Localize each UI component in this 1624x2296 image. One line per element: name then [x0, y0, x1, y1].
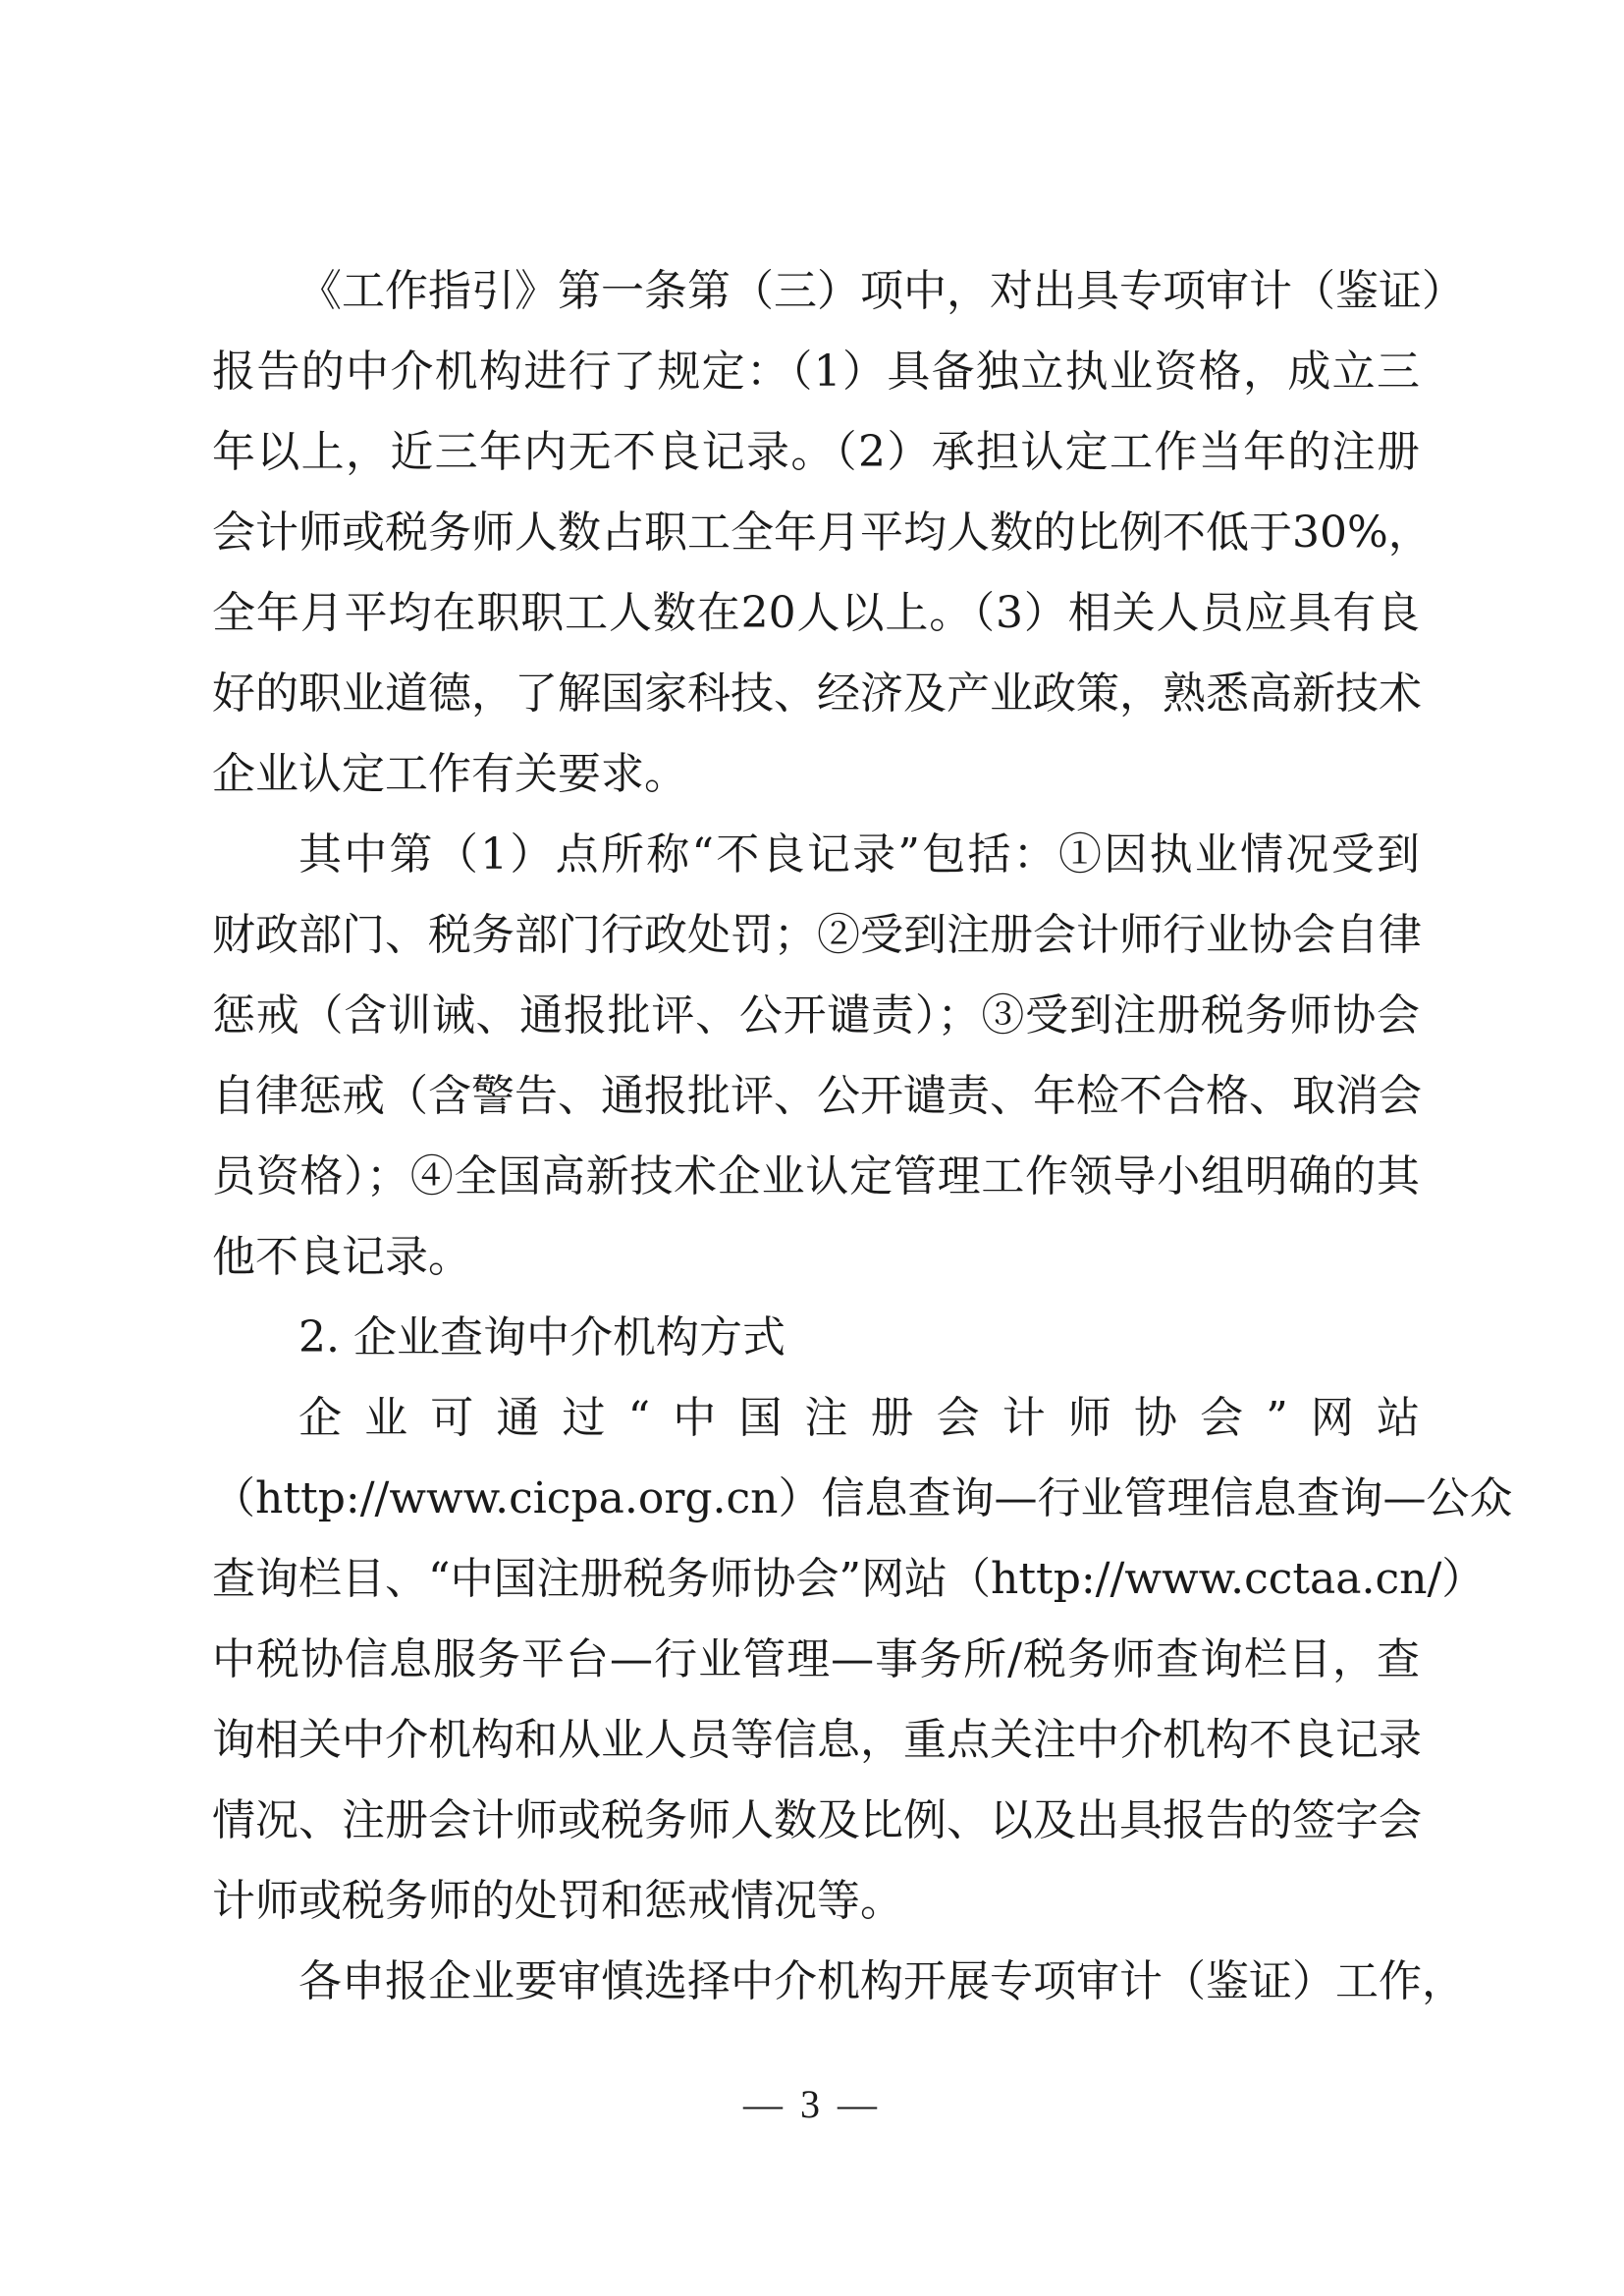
paragraph-line: （http://www.cicpa.org.cn）信息查询—行业管理信息查询—公众 — [212, 1473, 1513, 1523]
paragraph-line: 全年月平均在职职工人数在20人以上。（3）相关人员应具有良 — [212, 588, 1420, 638]
paragraph-careful-selection — [212, 1942, 1465, 2022]
paragraph-line: 《工作指引》第一条第（三）项中，对出具专项审计（鉴证） — [298, 266, 1465, 316]
paragraph-line: 自律惩戒（含警告、通报批评、公开谴责、年检不合格、取消会 — [212, 1071, 1422, 1121]
paragraph-bad-records — [212, 815, 1420, 1298]
paragraph-line: 查询栏目、“中国注册税务师协会”网站（http://www.cctaa.cn/） — [212, 1554, 1486, 1604]
document-body — [212, 251, 1513, 2022]
paragraph-line: 员资格）；④全国高新技术企业认定管理工作领导小组明确的其 — [212, 1151, 1420, 1201]
paragraph-line: 各申报企业要审慎选择中介机构开展专项审计（鉴证）工作， — [298, 1956, 1465, 2006]
paragraph-line: 会计师或税务师人数占职工全年月平均人数的比例不低于30%， — [212, 507, 1432, 558]
paragraph-line: 情况、注册会计师或税务师人数及比例、以及出具报告的签字会 — [212, 1795, 1422, 1845]
paragraph-intermediary-requirements — [212, 251, 1465, 815]
paragraph-line: 中税协信息服务平台—行业管理—事务所/税务师查询栏目，查 — [212, 1634, 1420, 1684]
page-number: — 3 — — [743, 2082, 881, 2126]
paragraph-line: 报告的中介机构进行了规定：（1）具备独立执业资格，成立三 — [212, 347, 1420, 397]
section-heading: 2. 企业查询中介机构方式 — [298, 1312, 785, 1362]
paragraph-query-methods — [212, 1378, 1513, 1942]
paragraph-line: 年以上，近三年内无不良记录。（2）承担认定工作当年的注册 — [212, 427, 1420, 477]
paragraph-line: 好的职业道德，了解国家科技、经济及产业政策，熟悉高新技术 — [212, 668, 1422, 719]
paragraph-line: 询相关中介机构和从业人员等信息，重点关注中介机构不良记录 — [212, 1715, 1422, 1765]
paragraph-line: 他不良记录。 — [212, 1232, 471, 1282]
paragraph-line: 企业认定工作有关要求。 — [212, 749, 687, 799]
paragraph-line: 惩戒（含训诫、通报批评、公开谴责）；③受到注册税务师协会 — [212, 990, 1420, 1041]
paragraph-line: 企业可通过“中国注册会计师协会”网站 — [298, 1393, 1420, 1443]
paragraph-line: 计师或税务师的处罚和惩戒情况等。 — [212, 1876, 903, 1926]
paragraph-line: 财政部门、税务部门行政处罚；②受到注册会计师行业协会自律 — [212, 910, 1422, 960]
paragraph-line: 其中第（1）点所称“不良记录”包括：①因执业情况受到 — [298, 829, 1420, 880]
